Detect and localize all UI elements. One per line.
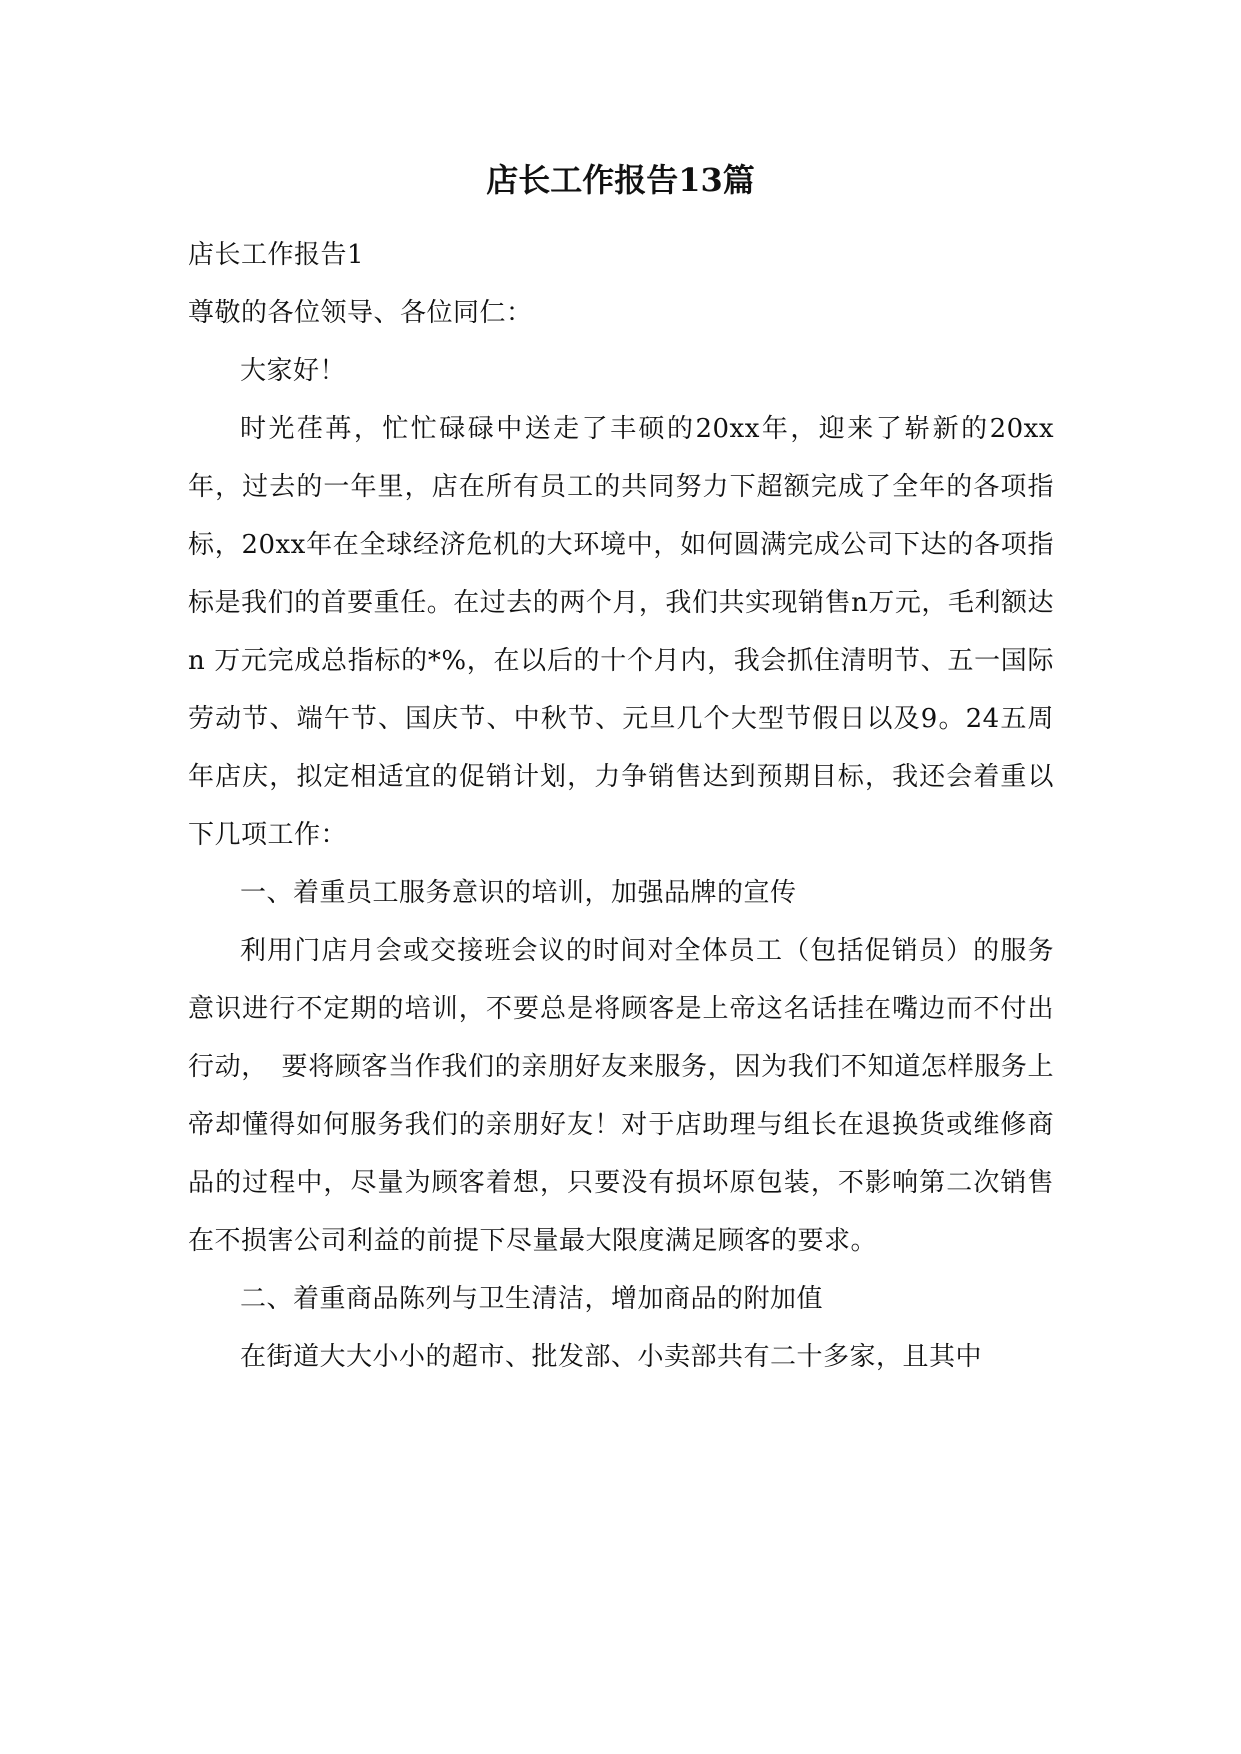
section-heading-2: 二、着重商品陈列与卫生清洁，增加商品的附加值 — [240, 1284, 824, 1314]
paragraph-section-1: 利用门店月会或交接班会议的时间对全体员工（包括促销员）的服务意识进行不定期的培训，不要总是将顾客是上帝这名话挂在嘴边而不付出行动， 要将顾客当作我们的亲朋好友来服务，因为我们不知道怎样服务上帝却懂得如何服务我们的亲朋好友！对于店助理与组长在退换货或维修商品的过程中，尽量为顾客着想，只要没有损坏原包装，不影响第二次销售在不损害公司利益的前提下尽量最大限度满足顾客的要求。 — [188, 936, 1054, 1256]
paragraph-greeting: 大家好！ — [240, 356, 347, 386]
paragraph-intro: 时光荏苒，忙忙碌碌中送走了丰硕的20xx年，迎来了崭新的20xx年，过去的一年里，店在所有员工的共同努力下超额完成了全年的各项指标，20xx年在全球经济危机的大环境中，如何圆满完成公司下达的各项指标是我们的首要重任。在过去的两个月，我们共实现销售n万元，毛利额达n 万元完成总指标的*%，在以后的十个月内，我会抓住清明节、五一国际劳动节、端午节、国庆节、中秋节、元旦几个大型节假日以及9。24五周年店庆，拟定相适宜的促销计划，力争销售达到预期目标，我还会着重以下几项工作： — [188, 414, 1054, 850]
paragraph-section-2: 在街道大大小小的超市、批发部、小卖部共有二十多家，且其中 — [240, 1342, 983, 1372]
document-title: 店长工作报告13篇 — [486, 161, 755, 199]
paragraph-report-heading: 店长工作报告1 — [188, 240, 365, 270]
paragraph-salutation: 尊敬的各位领导、各位同仁： — [188, 298, 533, 328]
section-heading-1: 一、着重员工服务意识的培训，加强品牌的宣传 — [240, 878, 797, 908]
document-body — [188, 226, 1054, 1386]
